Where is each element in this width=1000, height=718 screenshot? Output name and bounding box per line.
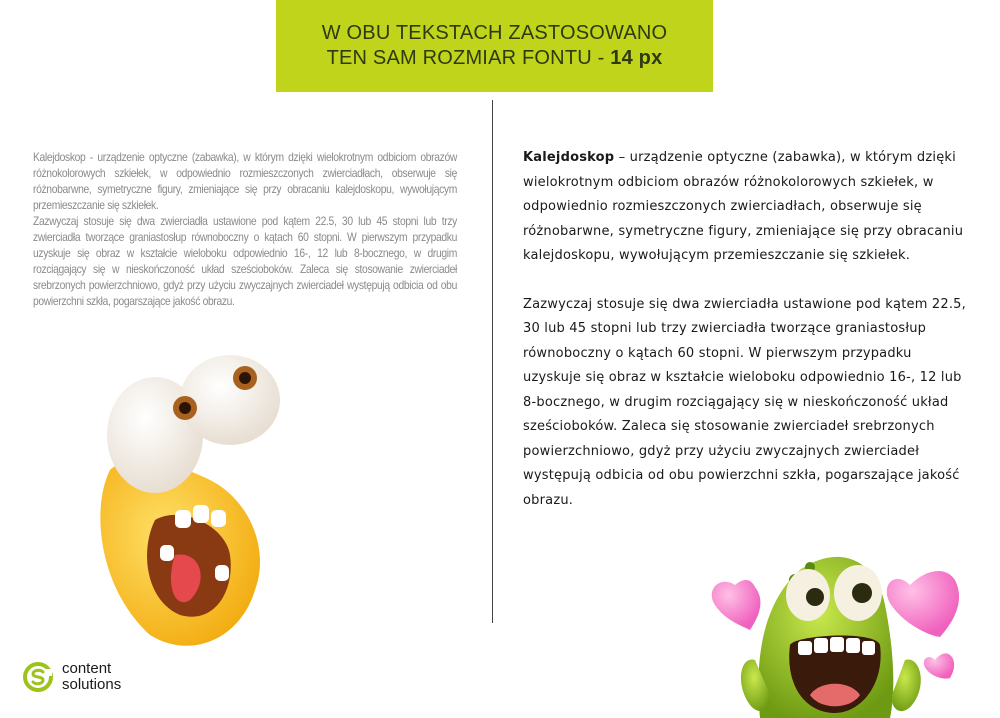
header-font-size: 14 px xyxy=(610,47,663,69)
company-logo xyxy=(22,661,121,693)
yellow-monster-icon xyxy=(80,350,310,650)
header-banner xyxy=(276,0,713,92)
green-monster-icon xyxy=(700,545,1000,718)
right-column-text xyxy=(523,146,968,537)
logo-wordmark xyxy=(62,661,121,693)
header-line-2 xyxy=(327,46,663,71)
left-paragraph-2: Zazwyczaj stosuje się dwa zwierciadła ustawione pod kątem 22.5, 30 lub 45 stopni lub trzy zwierciadła tworzące graniastosłup równoboczny o kątach 60 stopni. W pierwszym przypadku uzyskuje się obraz w kształcie wieloboku odpowiednio 16-, 12 lub 8-bocznego, w drugim rozciągający się w nieskończoność układ sześcioboków. Zaleca się stosowanie zwierciadeł srebrzonych powierzchniowo, gdyż przy użyciu zwyczajnych zwierciadeł występują odbicia od obu powierzchni szkła, pogarszające jakość obrazu. xyxy=(33,214,457,308)
right-paragraph-2: Zazwyczaj stosuje się dwa zwierciadła ustawione pod kątem 22.5, 30 lub 45 stopni lub trzy zwierciadła tworzące graniastosłup równoboczny o kątach 60 stopni. W pierwszym przypadku uzyskuje się obraz w kształcie wieloboku odpowiednio 16-, 12 lub 8-bocznego, w drugim rozciągający się w nieskończoność układ sześcioboków. Zaleca się stosowanie zwierciadeł srebrzonych powierzchniowo, gdyż przy użyciu zwyczajnych zwierciadeł występują odbicia od obu powierzchni szkła, pogarszające jakość obrazu. xyxy=(523,296,966,508)
header-line-1: W OBU TEKSTACH ZASTOSOWANO xyxy=(321,22,668,44)
left-column-text xyxy=(33,149,457,309)
right-paragraph-1-rest: – urządzenie optyczne (zabawka), w którym dzięki wielokrotnym odbiciom obrazów różnokolorowych szkiełek, w odpowiednio rozmieszczonych zwierciadłach, obserwuje się różnobarwne, symetryczne figury, zmieniające się przy obracaniu kalejdoskopu, wywołującym przemieszczanie się szkiełek. xyxy=(523,150,964,263)
logo-line-2: solutions xyxy=(62,676,122,693)
right-paragraph-1 xyxy=(523,146,968,269)
content-solutions-logo-icon xyxy=(22,661,54,693)
column-divider xyxy=(492,100,493,623)
left-paragraph-1: Kalejdoskop - urządzenie optyczne (zabawka), w którym dzięki wielokrotnym odbiciom obrazów różnokolorowych szkiełek, w odpowiednio rozmieszczonych zwierciadłach, obserwuje się różnobarwne, symetryczne figury, zmieniające się przy obracaniu kalejdoskopu, wywołującym przemieszczanie się szkiełek. xyxy=(33,150,457,212)
logo-line-1: content xyxy=(62,660,112,677)
header-line-2-text: TEN SAM ROZMIAR FONTU - xyxy=(326,47,605,69)
right-term: Kalejdoskop xyxy=(523,150,615,165)
